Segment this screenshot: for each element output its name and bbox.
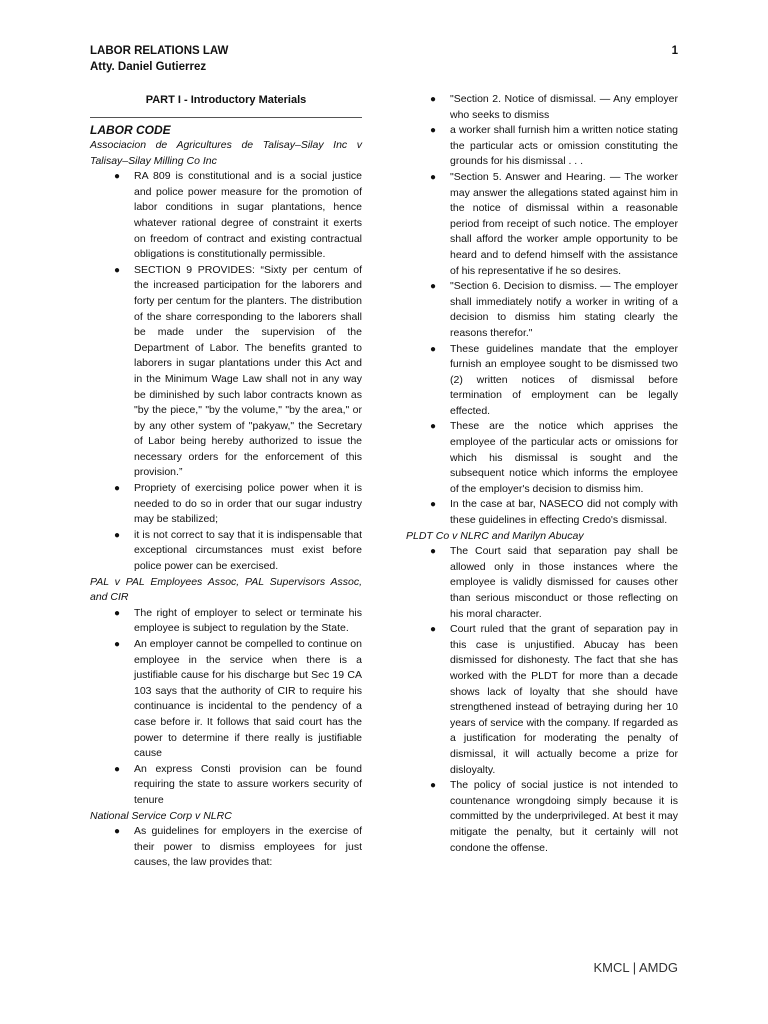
case-title: National Service Corp v NLRC: [90, 809, 232, 822]
bullet-list: [406, 544, 678, 856]
list-item: [90, 824, 362, 871]
bullet-icon: ●: [114, 763, 121, 775]
bullet-icon: ●: [114, 826, 121, 838]
bullet-list: [90, 824, 362, 871]
bullet-icon: ●: [430, 125, 437, 137]
list-item: [90, 637, 362, 762]
list-item-text: The Court said that separation pay shall be allowed only in those instances where the employee is validly dismissed for causes other than serious misconduct or those reflecting on his moral character.: [450, 545, 678, 620]
part-title: PART I - Introductory Materials: [145, 94, 307, 106]
list-item: [406, 342, 678, 420]
bullet-icon: ●: [430, 499, 437, 511]
case-title: PLDT Co v NLRC and Marilyn Abucay: [406, 529, 584, 542]
bullet-list: [90, 169, 362, 574]
section-heading: LABOR CODE: [90, 123, 171, 137]
bullet-icon: ●: [114, 171, 121, 183]
list-item: [406, 279, 678, 341]
bullet-icon: ●: [430, 624, 437, 636]
list-item-text: Court ruled that the grant of separation pay in this case is unjustified. Abucay has been dismissed for dishonesty. The fact that she has worked with the PLDT for more than a decade shows lack of loyalty that she should have strengthened instead of betraying during her 10 years of service with the company. If regarded as a justification for moderating the penalty of dismissal, it will actually become a prize for disloyalty.: [450, 623, 678, 776]
list-item-text: "Section 2. Notice of dismissal. — Any employer who seeks to dismiss: [450, 93, 678, 121]
list-item: [406, 92, 678, 123]
list-item: [90, 169, 362, 263]
bullet-icon: ●: [114, 264, 121, 276]
list-item-text: The policy of social justice is not intended to countenance wrongdoing simply because it is committed by the underprivileged. At best it may mitigate the penalty, but it certainly will not condone the offense.: [450, 779, 678, 854]
bullet-list: [406, 92, 678, 529]
left-case-list: [90, 138, 362, 871]
list-item: [90, 481, 362, 528]
list-item-text: Propriety of exercising police power when it is needed to do so in order that our sugar industry may be stabilized;: [134, 482, 362, 526]
list-item: [406, 622, 678, 778]
list-item-text: In the case at bar, NASECO did not comply with these guidelines in effecting Credo's dismissal.: [450, 498, 678, 527]
bullet-icon: ●: [430, 780, 437, 792]
list-item-text: a worker shall furnish him a written notice stating the particular acts or omission constituting the grounds for his dismissal . . .: [450, 124, 678, 168]
bullet-icon: ●: [430, 421, 437, 433]
case-title: PAL v PAL Employees Assoc, PAL Supervisors Assoc, and CIR: [90, 575, 362, 604]
author-name: Atty. Daniel Gutierrez: [90, 61, 207, 73]
list-item-text: An employer cannot be compelled to continue on employee in the service when there is a justifiable cause for his discharge but Sec 19 CA 103 says that the authority of CIR to require his continuance is incidental to the pendency of a case before ir. It follows that said court has the power to determine if there really is justifiable cause: [134, 638, 362, 760]
right-column: [406, 92, 678, 856]
list-item-text: These are the notice which apprises the employee of the particular acts or omissions for which his dismissal is sought and the subsequent notice which informs the employee of the employer's decision to dismiss him.: [450, 420, 678, 495]
left-column: [90, 92, 362, 871]
bullet-icon: ●: [430, 281, 437, 293]
course-title: LABOR RELATIONS LAW: [90, 45, 229, 57]
list-item: [406, 778, 678, 856]
list-item: [406, 170, 678, 279]
list-item: [406, 544, 678, 622]
bullet-icon: ●: [114, 607, 121, 619]
list-item: [406, 123, 678, 170]
list-item: [406, 419, 678, 497]
footer-text: KMCL | AMDG: [593, 960, 678, 975]
list-item-text: it is not correct to say that it is indispensable that exceptional circumstances must exist before police power can be exercised.: [134, 528, 362, 573]
bullet-icon: ●: [430, 546, 437, 558]
list-item: [90, 762, 362, 809]
list-item-text: As guidelines for employers in the exercise of their power to dismiss employees for just causes, the law provides that:: [134, 825, 362, 869]
list-item: [406, 497, 678, 528]
bullet-icon: ●: [114, 529, 121, 541]
list-item-text: The right of employer to select or terminate his employee is subject to regulation by the State.: [134, 606, 362, 635]
case-title: Associacion de Agricultures de Talisay–Silay Inc v Talisay–Silay Milling Co Inc: [90, 139, 362, 167]
page-number: 1: [671, 45, 678, 57]
list-item-text: SECTION 9 PROVIDES: “Sixty per centum of the increased participation for the laborers and forty per centum for the planters. The distribution of the share corresponding to the laborers shall be made under the supervision of the Department of Labor. The benefits granted to laborers in sugar plantations under this Act and in the Minimum Wage Law shall not in any way be diminished by such labor contracts known as "by the piece," "by the volume," "by the area," or by any other system of "pakyaw," the Secretary of Labor being hereby authorized to issue the necessary orders for the enforcement of this provision.”: [134, 263, 362, 479]
list-item-text: RA 809 is constitutional and is a social justice and police power measure for the promotion of labor conditions in sugar plantations, hence whatever rational degree of constraint it exerts on freedom of contract and existing contractual obligations is constitutionally permissible.: [134, 170, 362, 261]
list-item-text: "Section 5. Answer and Hearing. — The worker may answer the allegations stated against him in the notice of dismissal within a reasonable period from receipt of such notice. The employer shall afford the worker ample opportunity to be heard and to defend himself with the assistance of his representative if he so desires.: [450, 170, 678, 277]
list-item-text: An express Consti provision can be found requiring the state to assure workers security of tenure: [134, 762, 362, 806]
divider: [90, 117, 362, 118]
list-item: [90, 528, 362, 575]
bullet-icon: ●: [430, 94, 437, 105]
list-item-text: These guidelines mandate that the employer furnish an employee sought to be dismissed two (2) written notices of dismissal before termination of employment can be legally effected.: [450, 342, 678, 417]
bullet-icon: ●: [430, 171, 437, 183]
right-case-list: [406, 92, 678, 856]
bullet-list: [90, 606, 362, 809]
bullet-icon: ●: [430, 343, 437, 355]
list-item-text: "Section 6. Decision to dismiss. — The employer shall immediately notify a worker in writing of a decision to dismiss him stating clearly the reasons therefor.": [450, 280, 678, 339]
bullet-icon: ●: [114, 639, 121, 650]
list-item: [90, 263, 362, 481]
list-item: [90, 606, 362, 637]
bullet-icon: ●: [114, 483, 121, 495]
